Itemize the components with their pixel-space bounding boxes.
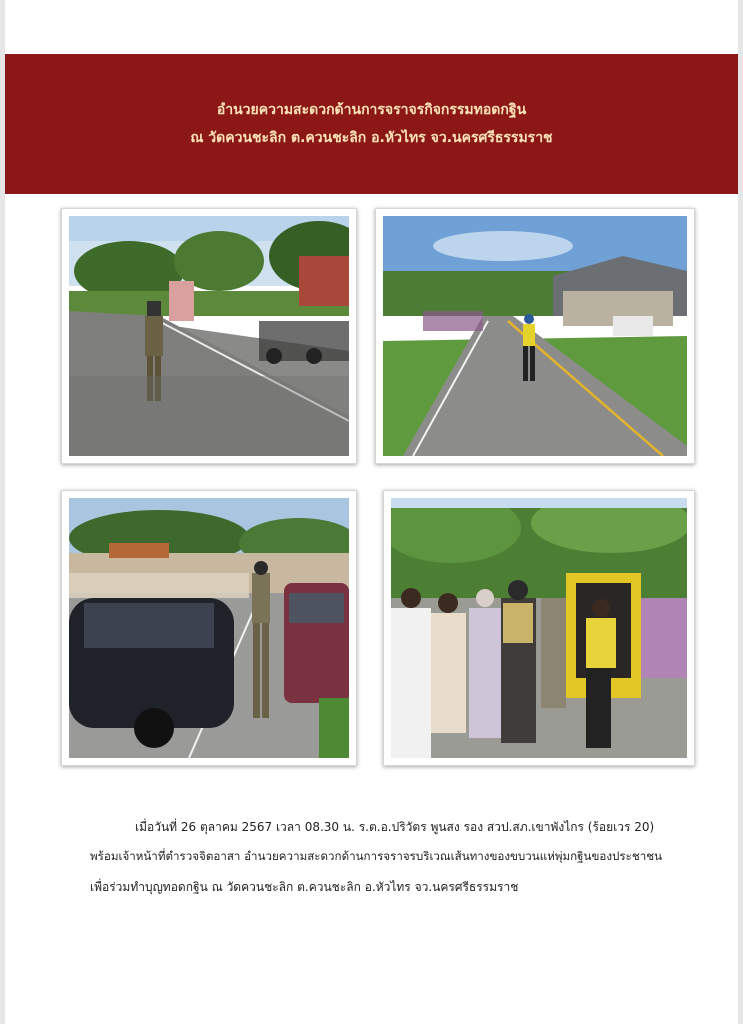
caption-line-1: เมื่อวันที่ 26 ตุลาคม 2567 เวลา 08.30 น. ร.ต.อ.ปริวัตร พูนสง รอง สวป.สภ.เขาพังไกร (ร้อยเวร 20) — [135, 820, 655, 834]
photo-traffic-officer-road — [69, 216, 349, 456]
title-banner — [5, 54, 738, 194]
document-page — [5, 0, 738, 1024]
photo-officer-yellow-shirt-road — [383, 216, 687, 456]
caption-line-2: พร้อมเจ้าหน้าที่ตำรวจจิตอาสา อำนวยความสะดวกด้านการจราจรบริเวณเส้นทางของขบวนแห่พุ่มกฐินของประชาชน — [90, 849, 662, 863]
photo-3-frame — [61, 490, 357, 766]
photo-1-frame — [61, 208, 357, 464]
caption-line-3: เพื่อร่วมทำบุญทอดกฐิน ณ วัดควนชะลิก ต.ควนชะลิก อ.หัวไทร จว.นครศรีธรรมราช — [90, 880, 519, 894]
photo-officer-beside-cars — [69, 498, 349, 758]
banner-title-line-1: อำนวยความสะดวกด้านการจราจรกิจกรรมทอดกฐิน — [216, 102, 527, 118]
banner-title-line-2: ณ วัดควนชะลิก ต.ควนชะลิก อ.หัวไทร จว.นครศรีธรรมราช — [190, 130, 553, 146]
photo-2-frame — [375, 208, 695, 464]
photo-kathin-procession-crowd — [391, 498, 687, 758]
photo-4-frame — [383, 490, 695, 766]
